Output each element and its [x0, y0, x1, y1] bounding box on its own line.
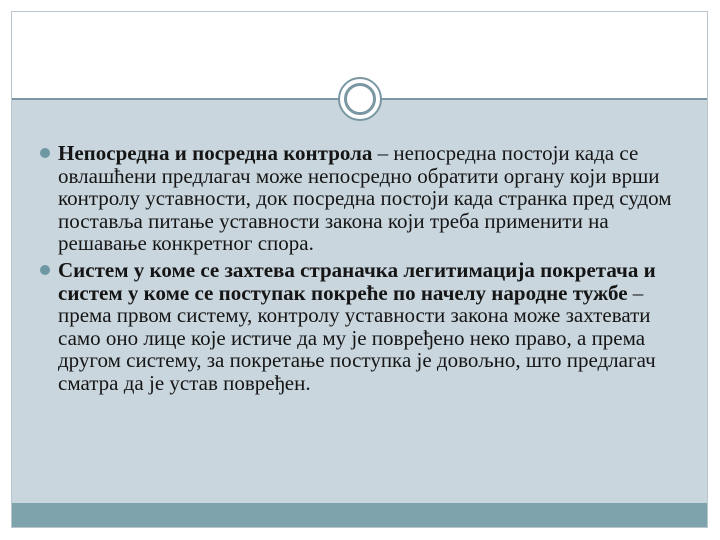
bullet-text: – непосредна постоји када се овлашћени предлагач може непосредно обратити органу који врши контролу уставности, док посредна постоји када странка пред судом поставља питање уставности закона који треба применити на решавање конкретног спора.: [58, 141, 672, 256]
bullet-list: [40, 142, 690, 399]
circle-ring-icon: [338, 77, 382, 121]
inner-ring: [344, 83, 376, 115]
bullet-dot-icon: [40, 148, 50, 158]
list-item: [40, 142, 690, 255]
bullet-dot-icon: [40, 265, 50, 275]
bullet-text: – према првом систему, контролу уставности закона може захтевати само оно лице које истиче да му је повређено неко право, а према другом систему, за покретање поступка је довољно, што предлагач сматра да је устав повређен.: [58, 280, 656, 395]
bullet-heading: Непосредна и посредна контрола: [58, 141, 373, 165]
footer-bar: [12, 503, 707, 527]
bullet-heading: Систем у коме се захтева страначка легитимација покретача и систем у коме се поступак покреће по начелу народне тужбе: [58, 257, 656, 305]
list-item: [40, 259, 690, 395]
